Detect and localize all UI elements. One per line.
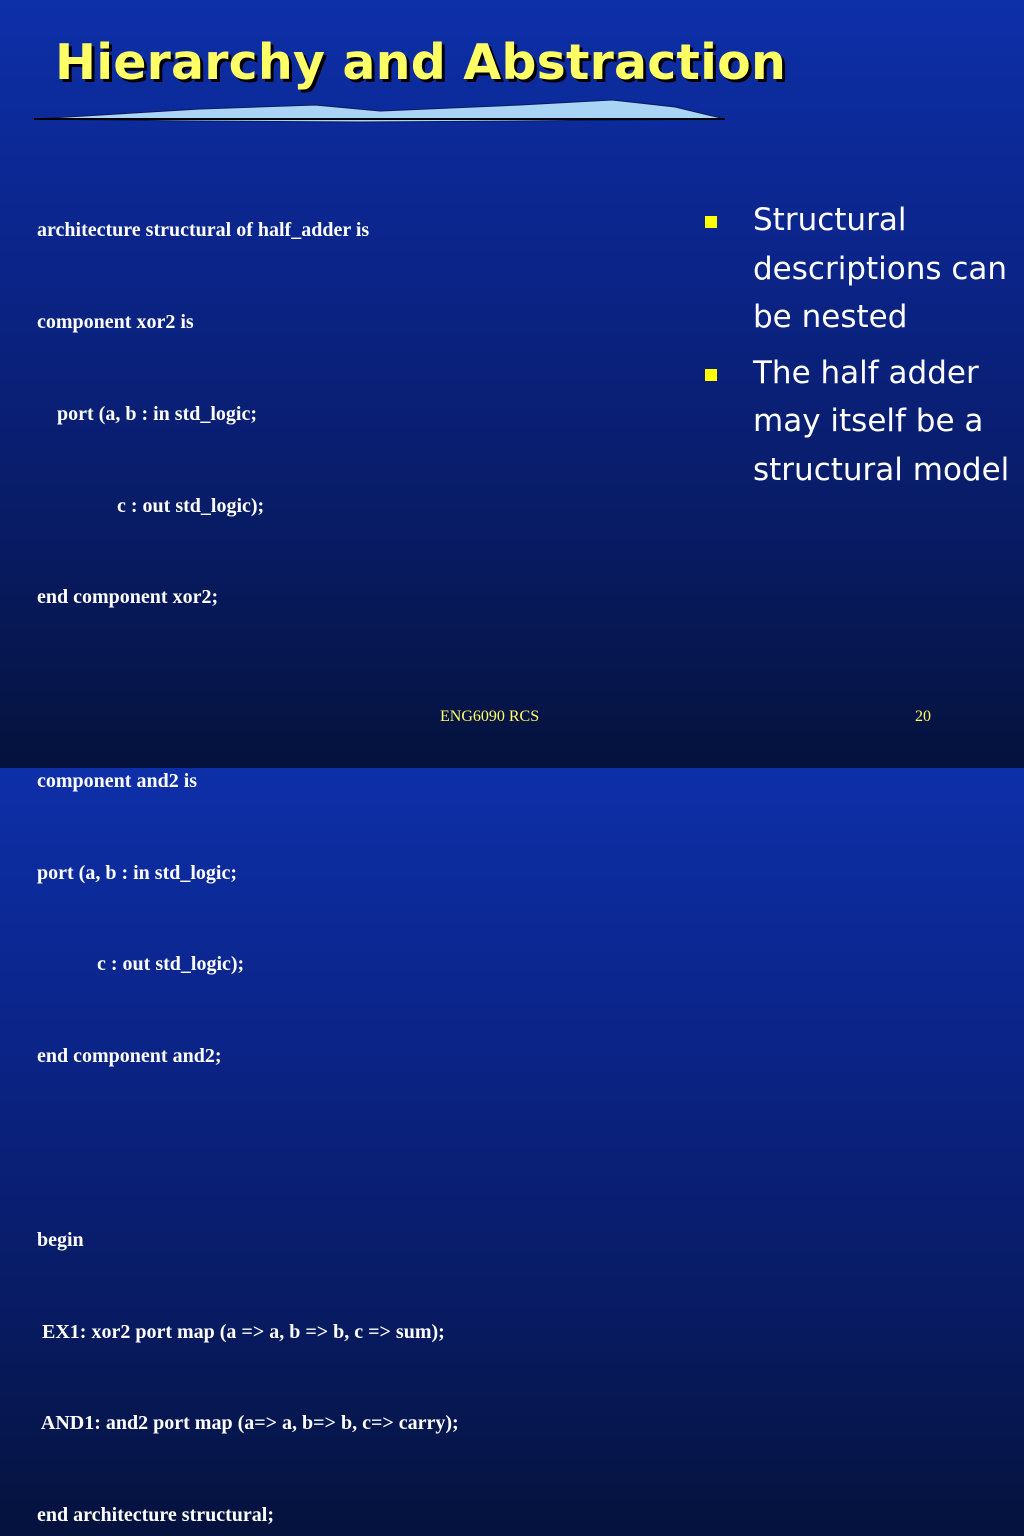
square-bullet-icon <box>705 216 717 228</box>
code-line <box>37 674 617 705</box>
bullet-item <box>705 349 1015 495</box>
bullet-text: The half adder may itself be a structural model <box>753 354 1010 488</box>
code-line: EX1: xor2 port map (a => a, b => b, c => sum); <box>37 1320 445 1343</box>
bullet-text: Structural descriptions can be nested <box>753 202 1008 335</box>
code-line: component xor2 is <box>37 310 194 333</box>
code-line: port (a, b : in std_logic; <box>37 402 257 425</box>
code-line: architecture structural of half_adder is <box>37 219 370 242</box>
code-line: end component xor2; <box>37 586 219 609</box>
code-line: c : out std_logic); <box>37 494 265 517</box>
slide-title: Hierarchy and Abstraction <box>55 34 787 91</box>
code-line: end architecture structural; <box>37 1504 274 1527</box>
code-line: component and2 is <box>37 769 198 792</box>
code-line: port (a, b : in std_logic; <box>37 861 237 884</box>
square-bullet-icon <box>705 369 717 381</box>
bullet-item <box>705 196 1015 342</box>
code-line: AND1: and2 port map (a=> a, b=> b, c=> carry); <box>37 1412 459 1435</box>
vhdl-code-block <box>37 154 617 1536</box>
code-line: begin <box>37 1228 84 1251</box>
code-line: c : out std_logic); <box>37 953 245 976</box>
code-line: end component and2; <box>37 1045 222 1068</box>
bullet-list <box>705 196 1015 501</box>
footer-page-number: 20 <box>915 708 931 725</box>
footer-course-label: ENG6090 RCS <box>440 708 540 725</box>
title-underline-decoration <box>30 96 730 128</box>
code-line <box>37 1133 617 1164</box>
